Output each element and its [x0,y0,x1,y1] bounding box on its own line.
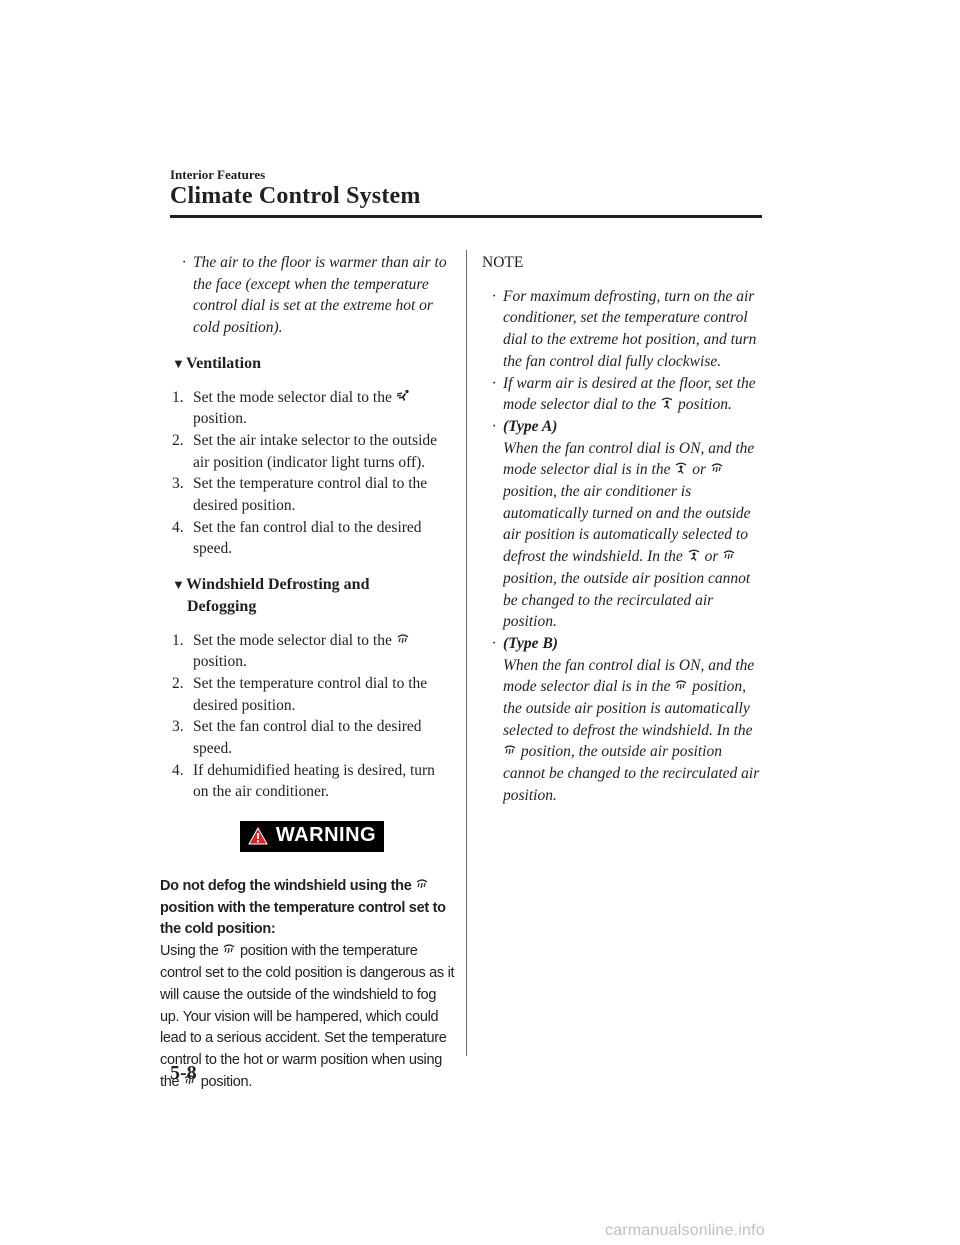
warning-bold-text: Do not defog the windshield using the position with the temperature control set to the cold position: [160,877,446,938]
floor-defroster-icon [687,548,701,562]
warning-text [160,876,456,1094]
list-item: 4. Set the fan control dial to the desired speed. [172,518,422,558]
step-number: 4. [172,761,184,779]
step-number: 2. [172,674,184,692]
type-a-label: (Type A) [503,417,558,435]
watermark: carmanualsonline.info [605,1222,765,1239]
note-title: NOTE [482,254,524,271]
list-item: 1. Set the mode selector dial to the position. [172,630,452,673]
warning-body-text: Using the position with the temperature control set to the cold position is dangerous as it will cause the outside of the windshield to fog up. Your vision will be hampered, which could lead to a serious accident. Set the temperature control to the hot or warm position when using the position. [160,943,455,1091]
step-number: 2. [172,431,184,449]
list-item: 4. If dehumidified heating is desired, turn on the air conditioner. [172,761,435,801]
list-item: 1. Set the mode selector dial to the position. [172,387,452,430]
section-label: Interior Features [170,167,266,182]
page-number: 5-8 [170,1062,197,1084]
bullet-dot: · [492,287,496,305]
list-item: · (Type B) When the fan control dial is ON, and the mode selector dial is in the position, the outside air position is automatically selected to defrost the windshield. In the position, the outside air position cannot be changed to the recirculated air position. [492,634,760,804]
defroster-icon [503,743,517,757]
list-item: 2. Set the temperature control dial to the desired position. [172,674,428,714]
section-triangle-icon: ▼ [172,355,185,371]
floor-defroster-icon [674,461,688,475]
left-column [160,252,455,1094]
step-number: 3. [172,475,184,493]
warning-header [172,821,452,852]
bullet-dot: · [492,374,496,392]
defrost-steps [172,630,452,804]
intro-bullet: · The air to the floor is warmer than air to the face (except when the temperature control dial is set at the extreme hot or cold position). [182,254,447,337]
list-item: · If warm air is desired at the floor, set the mode selector dial to the position. [492,374,756,414]
step-number: 4. [172,518,184,536]
list-item: 2. Set the air intake selector to the outside air position (indicator light turns off). [172,431,438,471]
step-number: 1. [172,388,184,406]
list-item: · (Type A) When the fan control dial is ON, and the mode selector dial is in the or position, the air conditioner is automatically turned on and the outside air position is automatically selected to defrost the windshield. In the or position, the outside air position cannot be changed to the recirculated air position. [492,417,755,631]
warning-triangle-icon [248,827,268,845]
title-rule [170,215,762,218]
defroster-icon [722,548,736,562]
bullet-dot: · [492,417,496,435]
right-column [482,252,764,807]
column-divider [466,250,467,1056]
bullet-dot: · [492,634,496,652]
warning-badge: WARNING [240,821,384,852]
page-title: Climate Control System [170,183,421,209]
defroster-icon [674,678,688,692]
floor-defroster-icon [660,396,674,410]
ventilation-heading: ▼Ventilation [172,353,452,375]
type-b-label: (Type B) [503,634,558,652]
step-number: 3. [172,718,184,736]
note-items [482,286,764,807]
defroster-icon [222,942,236,956]
defrost-heading: ▼Windshield Defrosting and Defogging [172,576,370,615]
list-item: 3. Set the fan control dial to the desired speed. [172,718,422,758]
defroster-icon [415,877,429,891]
bullet-dot: · [182,254,186,271]
defroster-icon [396,632,410,646]
step-number: 1. [172,631,184,649]
ventilation-steps [172,387,452,561]
defroster-icon [710,461,724,475]
face-vent-icon [396,389,410,403]
list-item: · For maximum defrosting, turn on the air conditioner, set the temperature control dial to the extreme hot position, and turn the fan control dial fully clockwise. [492,287,757,370]
list-item: 3. Set the temperature control dial to the desired position. [172,475,428,515]
section-triangle-icon: ▼ [172,577,185,593]
